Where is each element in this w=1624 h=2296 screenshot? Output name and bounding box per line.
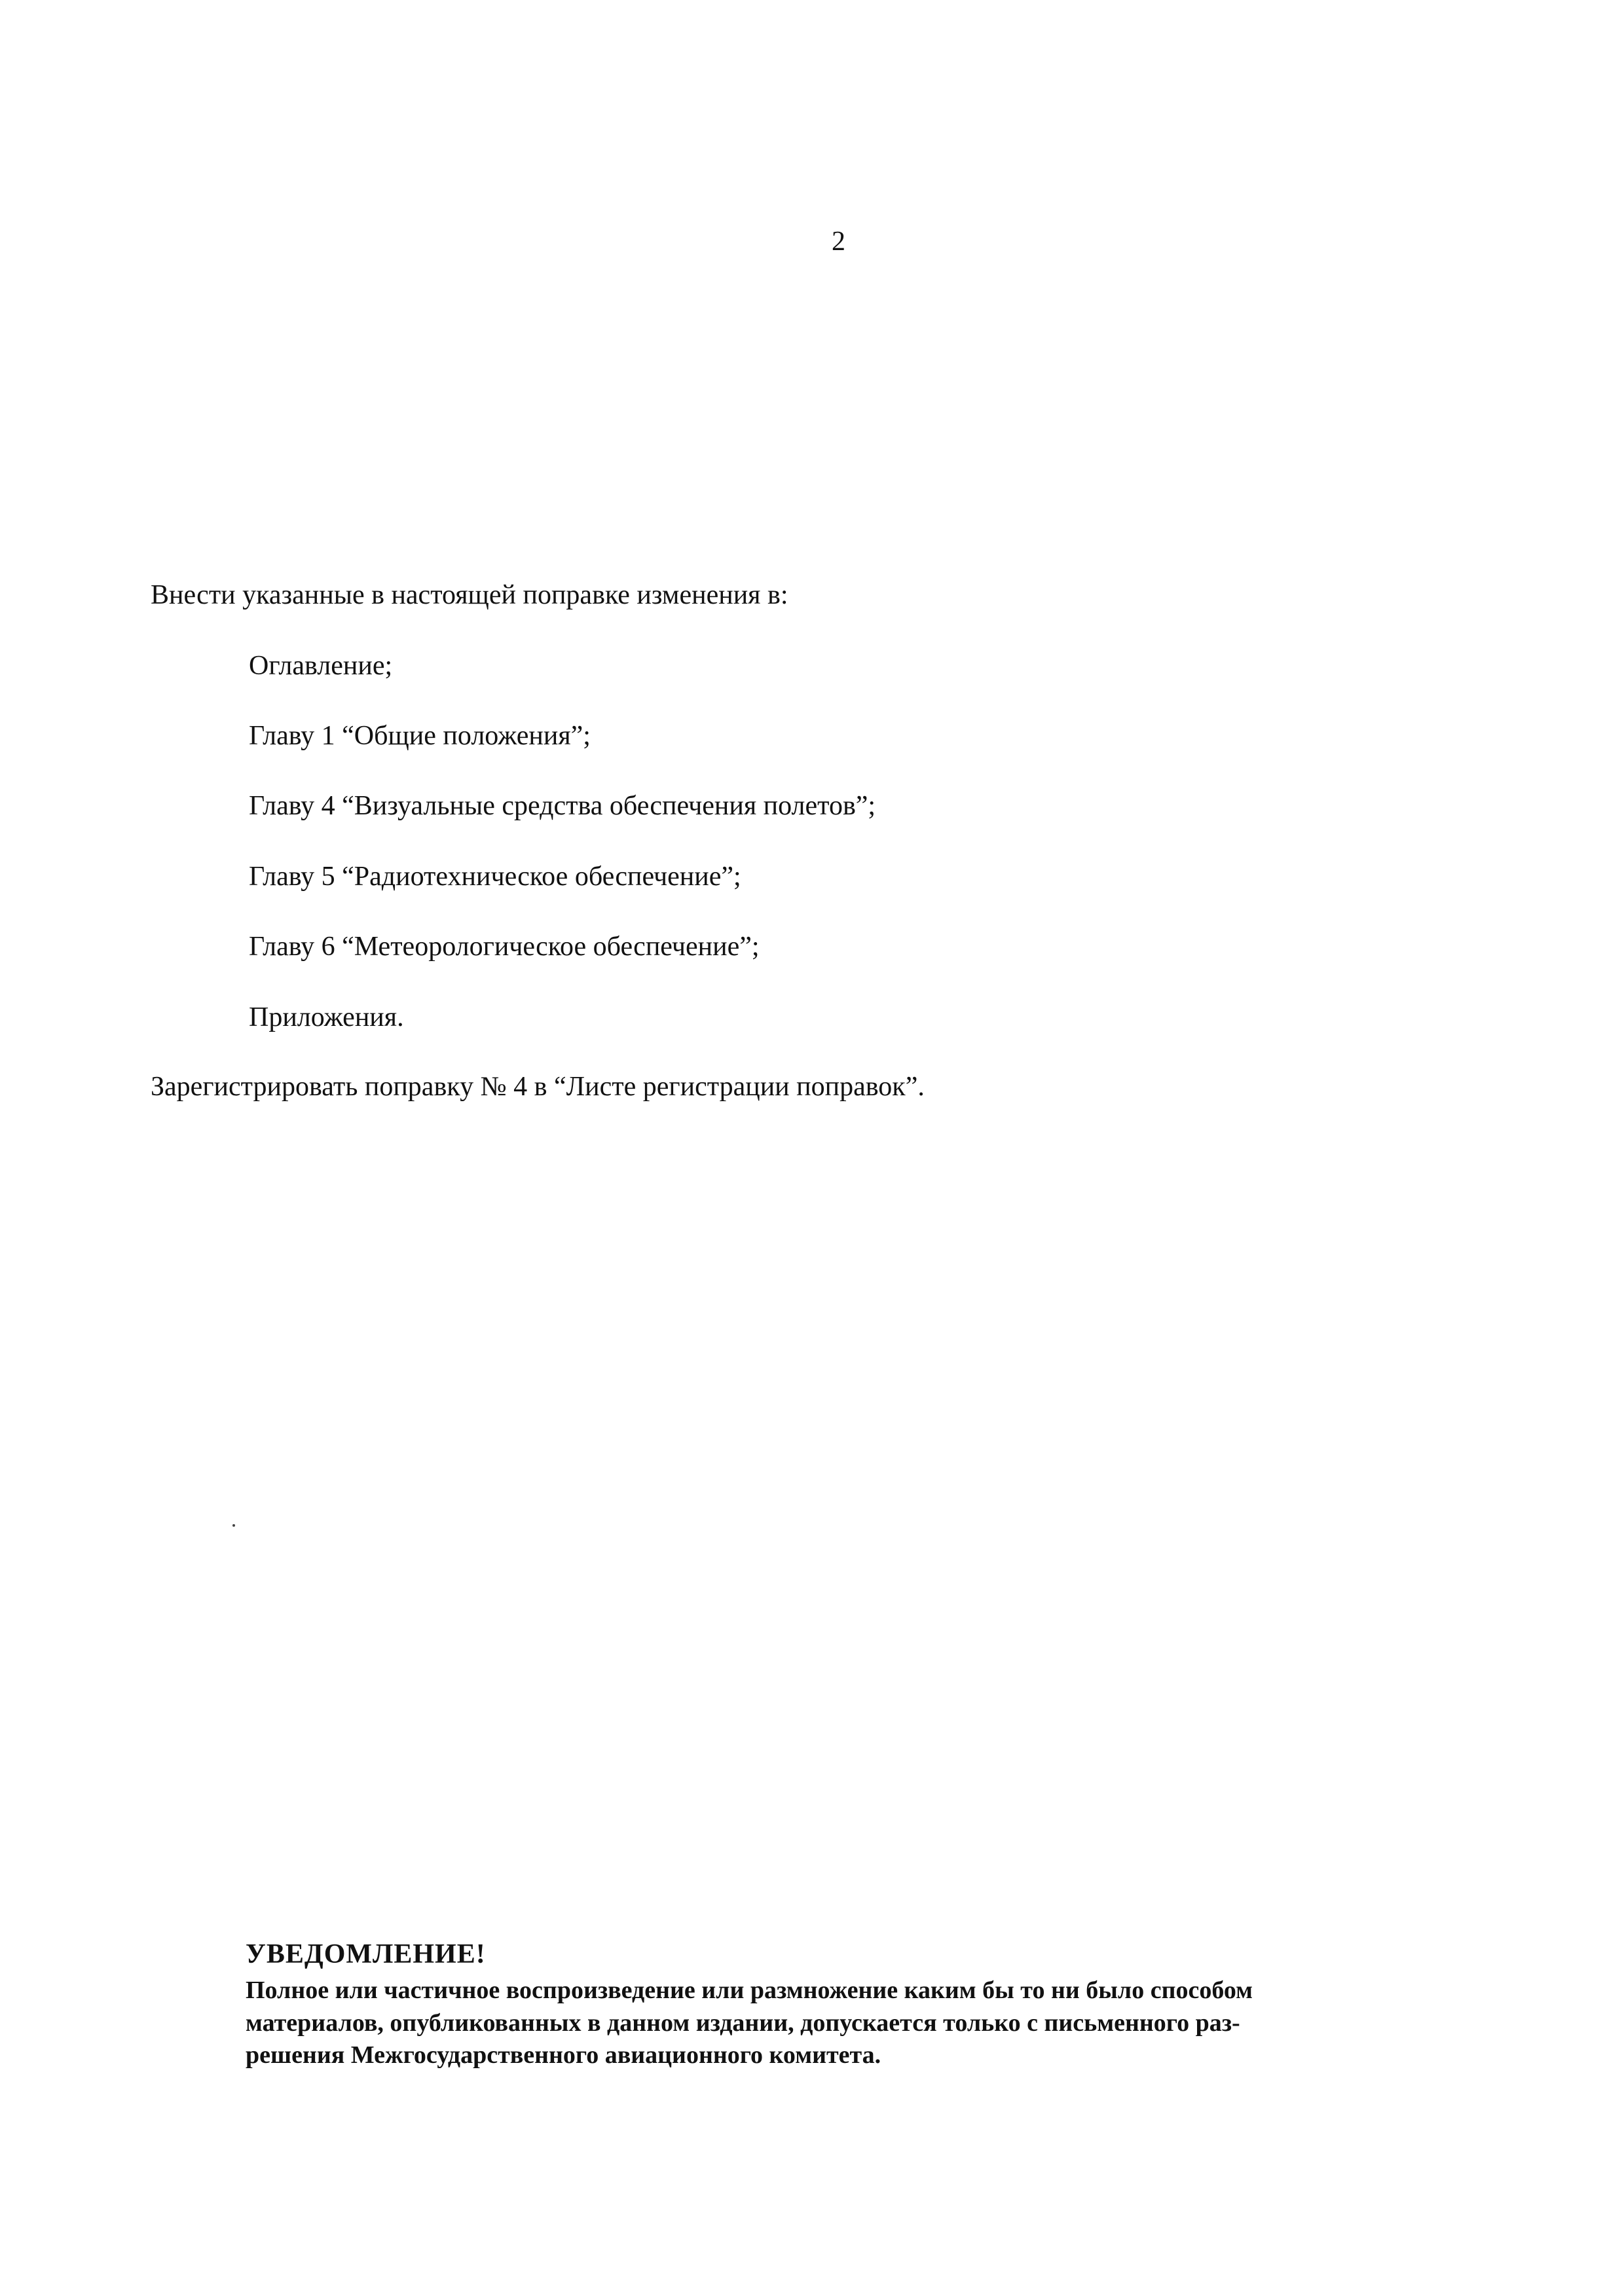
list-item: Главу 4 “Визуальные средства обеспечения полетов”;	[249, 791, 876, 821]
list-item: Оглавление;	[249, 651, 393, 681]
scan-speck	[232, 1524, 235, 1527]
notice-line: материалов, опубликованных в данном издании, допускается только с письменного раз-	[246, 2009, 1240, 2037]
list-item: Главу 5 “Радиотехническое обеспечение”;	[249, 862, 741, 892]
notice-line: решения Межгосударственного авиационного комитета.	[246, 2041, 881, 2069]
page-number: 2	[832, 227, 845, 257]
list-item: Приложения.	[249, 1002, 404, 1032]
list-item: Главу 6 “Метеорологическое обеспечение”;	[249, 932, 760, 962]
notice-title: УВЕДОМЛЕНИЕ!	[246, 1939, 486, 1969]
notice-line: Полное или частичное воспроизведение или размножение каким бы то ни было способом	[246, 1977, 1253, 2005]
register-paragraph: Зарегистрировать поправку № 4 в “Листе регистрации поправок”.	[151, 1072, 925, 1102]
notice-block	[246, 1938, 1529, 2072]
intro-paragraph: Внести указанные в настоящей поправке изменения в:	[151, 580, 788, 610]
list-item: Главу 1 “Общие положения”;	[249, 721, 591, 751]
